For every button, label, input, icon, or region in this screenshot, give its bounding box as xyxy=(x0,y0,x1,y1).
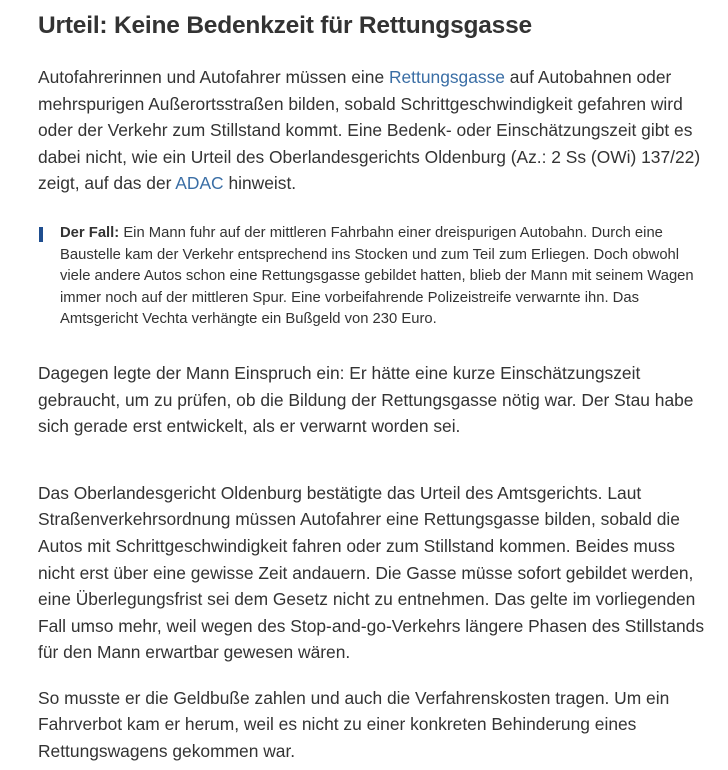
paragraph-ruling: Das Oberlandesgericht Oldenburg bestätigte das Urteil des Amtsgerichts. Laut Straßenverkehrsordnung müssen Autofahrer eine Rettungsgasse bilden, sobald die Autos mit Schrittgeschwindigkeit fahren oder zum Stillstand kommen. Beides muss nicht erst über eine gewisse Zeit andauern. Die Gasse müsse sofort gebildet werden, eine Überlegungsfrist sei dem Gesetz nicht zu entnehmen. Das gelte im vorliegenden Fall umso mehr, weil wegen des Stop-and-go-Verkehrs längere Phasen des Stillstands für den Mann erwartbar gewesen wären. xyxy=(38,482,705,663)
intro-paragraph xyxy=(38,64,706,197)
article-title: Urteil: Keine Bedenkzeit für Rettungsgasse xyxy=(38,12,532,39)
adac-link[interactable]: ADAC xyxy=(175,173,224,194)
paragraph-outcome: So musste er die Geldbuße zahlen und auch die Verfahrenskosten tragen. Um ein Fahrverbot kam er herum, weil es nicht zu einer konkreten Behinderung eines Rettungswagens gekommen war. xyxy=(38,687,670,762)
case-accent-bar xyxy=(39,227,43,242)
intro-text-middle: auf Autobahnen oder mehrspurigen Außerortsstraßen bilden, sobald Schrittgeschwindigkeit gefahren wird oder der Verkehr zum Stillstand kommt. Eine Bedenk- oder Einschätzungszeit gibt es dabei nicht, wie ein Urteil des Oberlandesgerichts Oldenburg (Az.: 2 Ss (OWi) 137/22) zeigt, auf das der xyxy=(38,67,701,194)
intro-text-start: Autofahrerinnen und Autofahrer müssen eine xyxy=(38,67,389,87)
case-box xyxy=(38,223,706,331)
rettungsgasse-link[interactable]: Rettungsgasse xyxy=(388,67,505,87)
intro-text-end: hinweist. xyxy=(223,173,297,194)
paragraph-objection: Dagegen legte der Mann Einspruch ein: Er hätte eine kurze Einschätzungszeit gebraucht, um zu prüfen, ob die Bildung der Rettungsgasse nötig war. Der Stau habe sich gerade erst entwickelt, als er verwarnt worden sei. xyxy=(38,362,694,437)
case-label: Der Fall: xyxy=(60,224,120,241)
case-text: Ein Mann fuhr auf der mittleren Fahrbahn einer dreispurigen Autobahn. Durch eine Baustelle kam der Verkehr entsprechend ins Stocken und zum Teil zum Erliegen. Doch obwohl viele andere Autos schon eine Rettungsgasse gebildet hatten, blieb der Mann mit seinem Wagen immer noch auf der mittleren Spur. Eine vorbeifahrende Polizeistreife verwarnte ihn. Das Amtsgericht Vechta verhängte ein Bußgeld von 230 Euro. xyxy=(60,224,694,328)
